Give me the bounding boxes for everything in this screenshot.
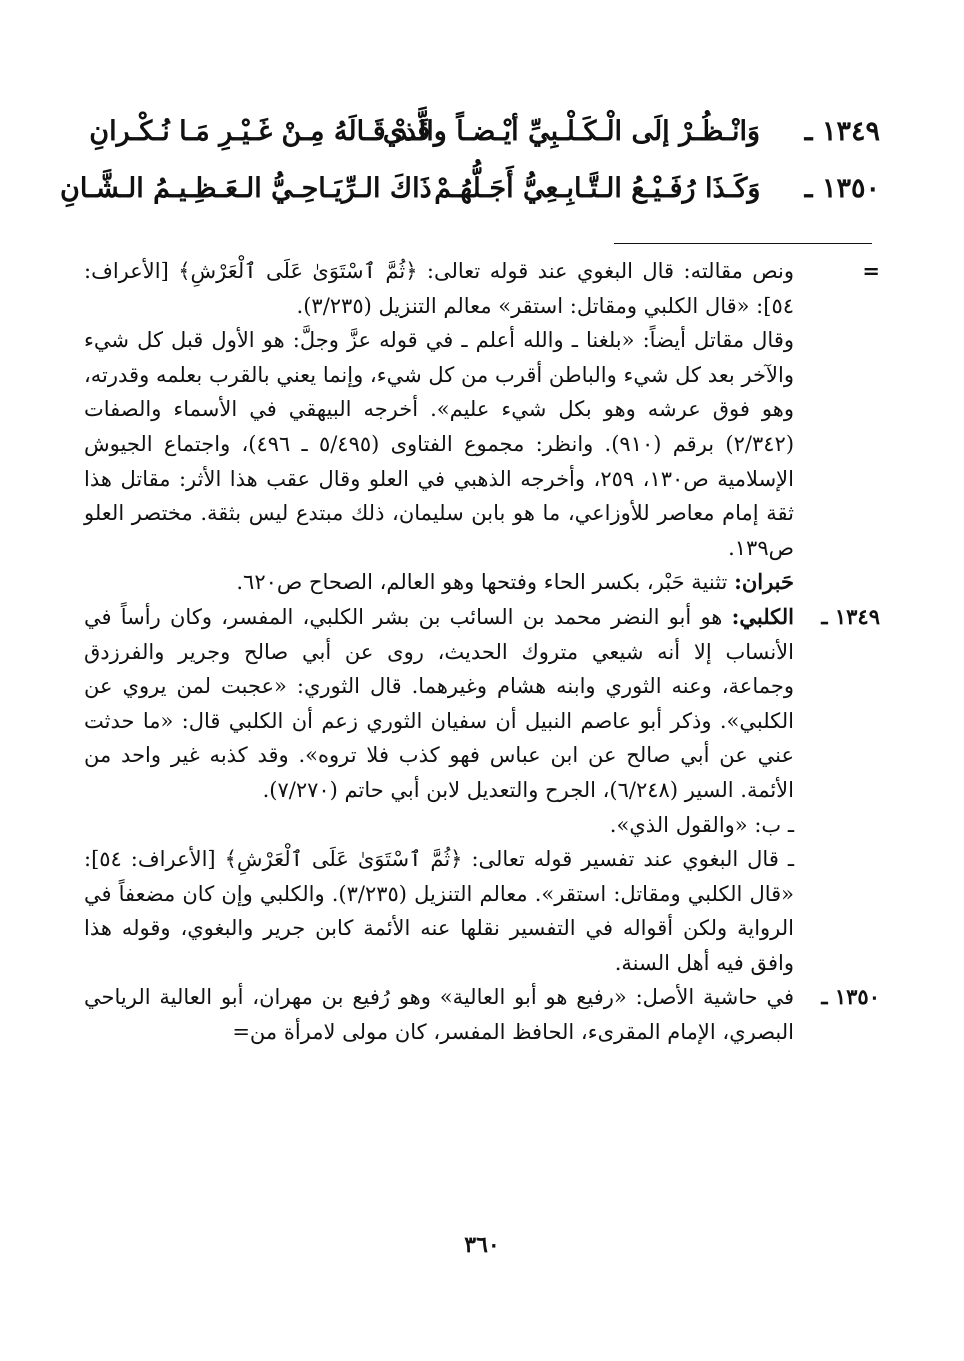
- verse-1349: [60, 106, 880, 156]
- footnote-separator: [614, 243, 872, 244]
- footnote-1349: [84, 600, 880, 981]
- footnote-paragraph: ـ ب: «والقول الذي».: [609, 812, 794, 837]
- footnote-1350: [84, 980, 880, 1049]
- footnote-paragraph: وقال مقاتل أيضاً: «بلغنا ـ والله أعلم ـ في قوله عزَّ وجلَّ: هو الأول قبل كل شيء والآخر بعد كل شيء والباطن أقرب من كل شيء، وإنما يعني بالقرب بعلمه وقدرته، وهو فوق عرشه وهو بكل شيء عليم». أخرجه البيهقي في الأسماء والصفات (٢/٣٤٢) برقم (٩١٠). وانظر: مجموع الفتاوى (٥/٤٩٥ ـ ٤٩٦)، واجتماع الجيوش الإسلامية ص١٣٠، ٢٥٩، وأخرجه الذهبي في العلو وقال عقب هذا الأثر: مقاتل هذا ثقة إمام معاصر للأوزاعي، ما هو بابن سليمان، ذلك مبتدع ليس بثقة. مختصر العلو ص١٣٩.: [84, 328, 795, 560]
- verse-first-hemistich: وَكَـذَا رُفَـيْـعُ الـتَّـابِـعِيُّ أَجَـلُّهُـمْ: [434, 172, 761, 204]
- footnote-marker: ١٣٥٠ ـ: [821, 984, 880, 1010]
- footnotes: [84, 254, 880, 1050]
- footnote-paragraph: ونص مقالته: قال البغوي عند قوله تعالى: ﴿ثُمَّ ٱسْتَوَىٰ عَلَى ٱلْعَرْشِ﴾ [الأعراف: ٥٤]: «قال الكلبي ومقاتل: استقر» معالم التنزيل (٣/٢٣٥).: [84, 259, 794, 318]
- verse-first-hemistich: وَانْـظُـرْ إلَى الْـكَـلْـبِيِّ أيْـضـاً والَّذي: [382, 115, 760, 147]
- verse-1350: [60, 163, 880, 213]
- continuation-marker: =: [862, 258, 880, 283]
- verse-number: ١٣٤٩ ـ: [804, 115, 880, 147]
- footnote-paragraph: [84, 565, 794, 600]
- footnote-paragraph: ـ قال البغوي عند تفسير قوله تعالى: ﴿ثُمَّ ٱسْتَوَىٰ عَلَى ٱلْعَرْشِ﴾ [الأعراف: ٥٤]: «قال الكلبي ومقاتل: استقر». معالم التنزيل (٣/٢٣٥). والكلبي وإن كان مضعفاً في الرواية ولكن أقواله في التفسير نقلها عنه الأئمة كابن جرير والبغوي، وقوله هذا وافق فيه أهل السنة.: [84, 847, 794, 975]
- footnote-paragraph: في حاشية الأصل: «رفيع هو أبو العالية» وهو رُفيع بن مهران، أبو العالية الرياحي البصري، الإمام المقرىء، الحافظ المفسر، كان مولى لامرأة من=: [84, 985, 794, 1045]
- footnote-paragraph: [84, 600, 794, 808]
- footnote-text: هو أبو النضر محمد بن السائب بن بشر الكلبي، المفسر، وكان رأساً في الأنساب إلا أنه شيعي متروك الحديث، روى عن أبي صالح وجرير والفرزدق وجماعة، وعنه الثوري وابنه هشام وغيرهما. قال الثوري: «عجبت لمن يروي عن الكلبي». وذكر أبو عاصم النبيل أن سفيان الثوري زعم أن الكلبي قال: «ما حدثت عني عن أبي صالح عن ابن عباس فهو كذب فلا تروه». وقد كذبه غير واحد من الأئمة. السير (٦/٢٤٨)، الجرح والتعديل لابن أبي حاتم (٧/٢٧٠).: [84, 604, 794, 802]
- glossary-term: حَبران:: [734, 569, 794, 595]
- verse-number: ١٣٥٠ ـ: [804, 172, 880, 204]
- page-number: ٣٦٠: [464, 1232, 500, 1258]
- footnote-marker: ١٣٤٩ ـ: [821, 603, 880, 629]
- glossary-definition: تثنية حَبْر، بكسر الحاء وفتحها وهو العالم، الصحاح ص٦٢٠.: [236, 570, 728, 595]
- footnote-lead: الكلبي:: [731, 603, 794, 629]
- verse-second-hemistich: قَـدْ قَـالَهُ مِـنْ غَـيْـرِ مَـا نُـكْـرانِ: [89, 115, 430, 147]
- footnote-continued: [84, 254, 880, 600]
- verse-second-hemistich: ذَاكَ الـرِّيَـاحِـيُّ الـعَـظِـيـمُ الـشَّـانِ: [60, 172, 432, 204]
